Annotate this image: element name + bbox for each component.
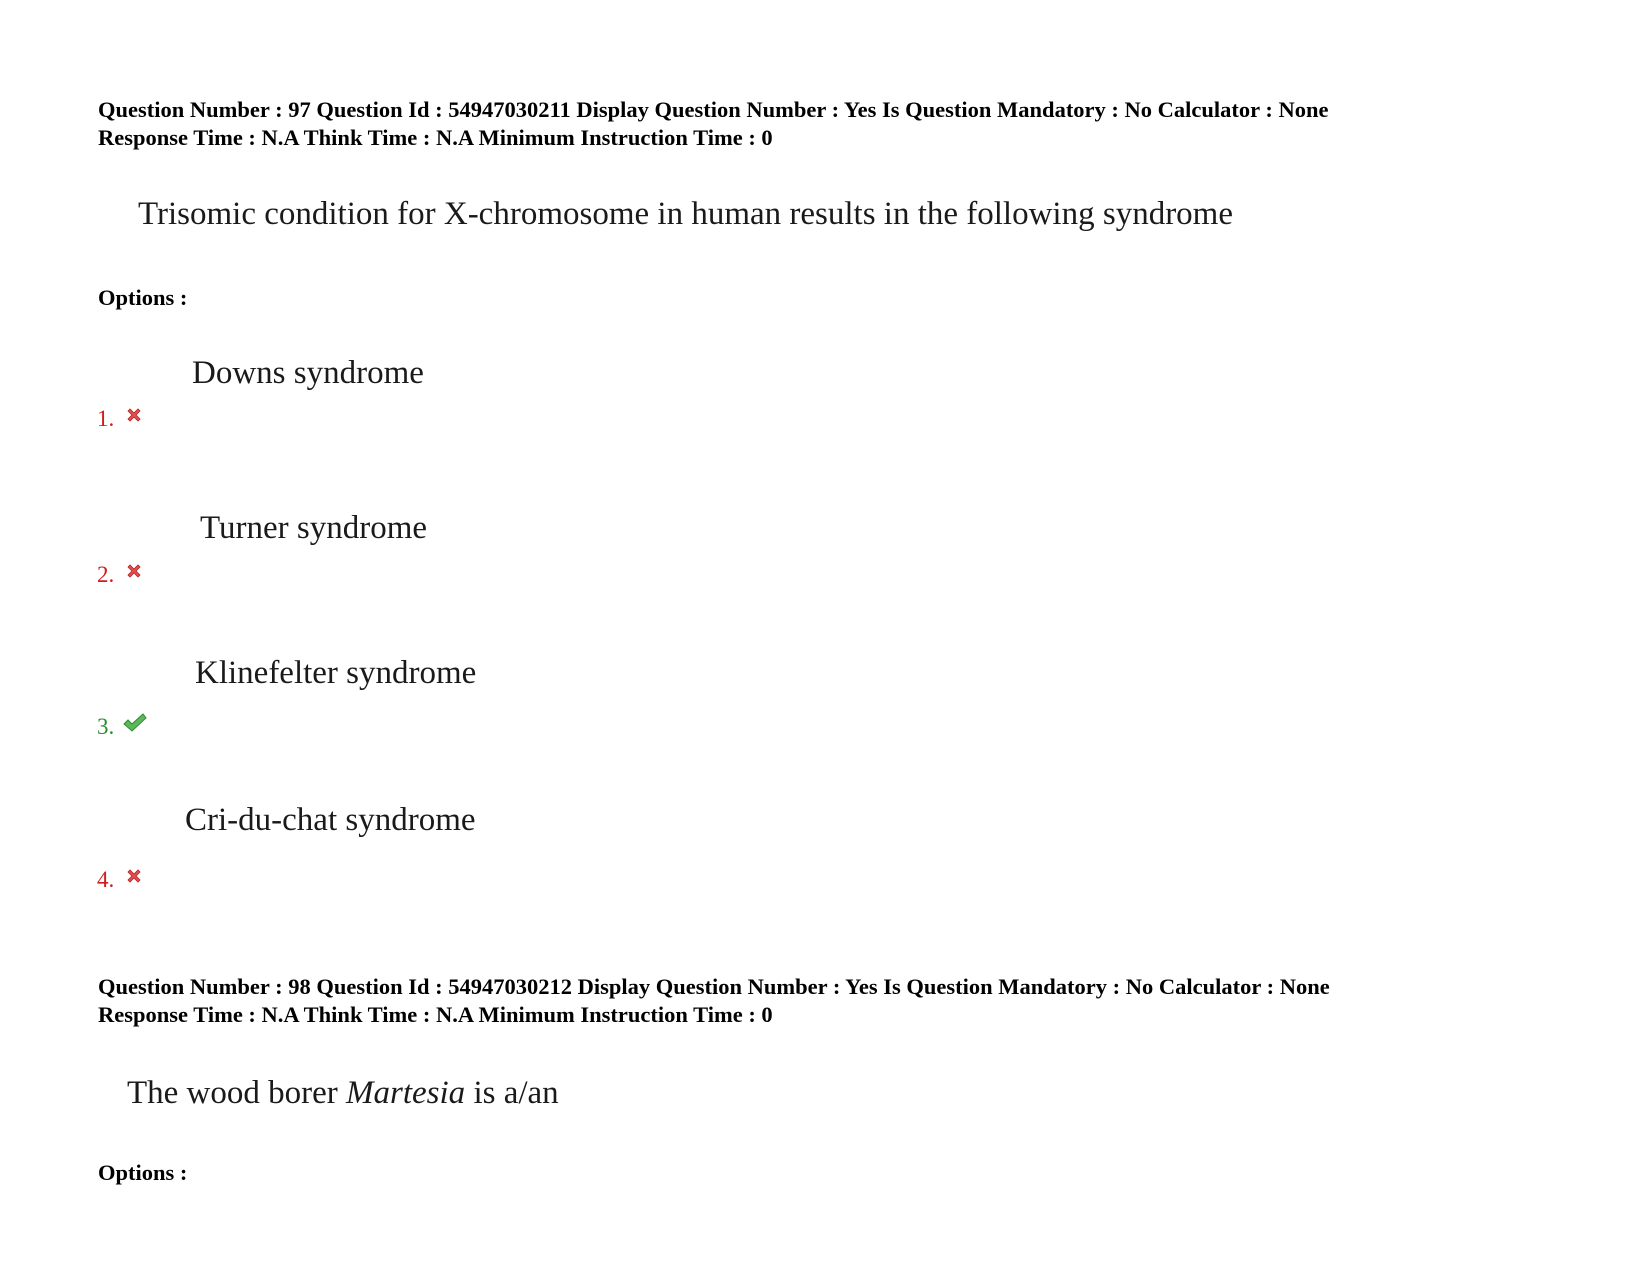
question-98-text-before: The wood borer bbox=[127, 1075, 347, 1111]
question-meta-line-1: Question Number : 98 Question Id : 54947030212 Display Question Number : Yes Is Question Mandatory : No Calculator : None bbox=[98, 974, 1330, 999]
question-98-text-italic: Martesia bbox=[346, 1075, 466, 1111]
question-97-text: Trisomic condition for X-chromosome in human results in the following syndrome bbox=[138, 196, 1233, 232]
question-98-text bbox=[127, 1075, 559, 1112]
option-1-number: 1. bbox=[97, 406, 115, 431]
question-meta-line-1: Question Number : 97 Question Id : 54947030211 Display Question Number : Yes Is Question Mandatory : No Calculator : None bbox=[98, 97, 1329, 122]
cross-icon bbox=[125, 562, 143, 580]
option-3-number: 3. bbox=[97, 714, 115, 739]
option-3-text: Klinefelter syndrome bbox=[195, 655, 477, 691]
question-meta-line-2: Response Time : N.A Think Time : N.A Minimum Instruction Time : 0 bbox=[98, 125, 773, 150]
question-98-meta bbox=[98, 973, 1330, 1029]
option-2-number: 2. bbox=[97, 562, 115, 587]
cross-icon bbox=[125, 867, 143, 885]
check-icon bbox=[122, 712, 148, 734]
question-97-options-label: Options : bbox=[98, 285, 188, 310]
option-1-text: Downs syndrome bbox=[192, 355, 424, 391]
option-2-text: Turner syndrome bbox=[200, 510, 428, 546]
question-meta-line-2: Response Time : N.A Think Time : N.A Minimum Instruction Time : 0 bbox=[98, 1002, 773, 1027]
question-98-options-label: Options : bbox=[98, 1160, 188, 1185]
option-4-text: Cri-du-chat syndrome bbox=[185, 802, 476, 838]
question-97-meta bbox=[98, 96, 1328, 152]
option-4-number: 4. bbox=[97, 867, 115, 892]
question-98-text-after: is a/an bbox=[465, 1075, 559, 1111]
cross-icon bbox=[125, 406, 143, 424]
